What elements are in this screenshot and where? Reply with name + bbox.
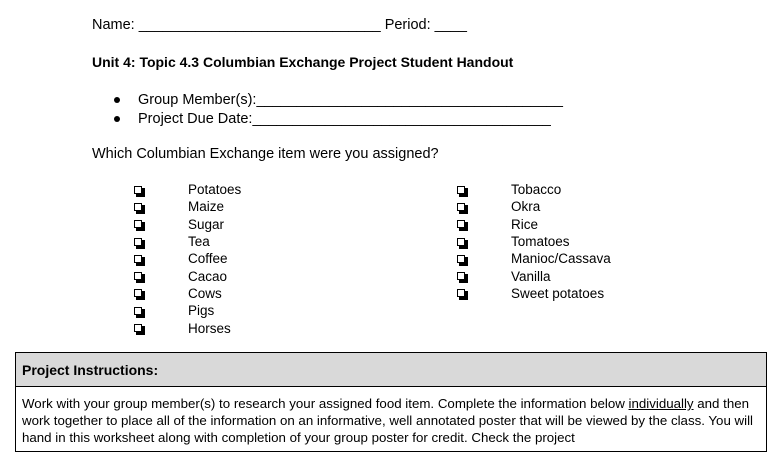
checkbox-icon[interactable] bbox=[134, 255, 142, 263]
list-item[interactable] bbox=[134, 319, 241, 336]
checkbox-icon[interactable] bbox=[457, 272, 465, 280]
checkbox-icon[interactable] bbox=[457, 238, 465, 246]
instructions-emphasis: individually bbox=[628, 396, 694, 411]
item-label: Manioc/Cassava bbox=[511, 251, 611, 267]
instructions-text bbox=[16, 387, 766, 446]
list-item[interactable] bbox=[134, 216, 241, 233]
name-period-line[interactable]: Name: ______________________________ Period: ____ bbox=[92, 17, 467, 33]
item-label: Cows bbox=[188, 285, 222, 301]
page-title: Unit 4: Topic 4.3 Columbian Exchange Project Student Handout bbox=[92, 54, 514, 70]
checkbox-icon[interactable] bbox=[134, 238, 142, 246]
items-list-left bbox=[134, 181, 241, 337]
list-item[interactable] bbox=[134, 285, 241, 302]
list-item[interactable] bbox=[457, 250, 611, 267]
group-members-label: Group Member(s):______________________________________ bbox=[138, 92, 563, 109]
list-item[interactable] bbox=[457, 233, 611, 250]
checkbox-icon[interactable] bbox=[134, 203, 142, 211]
bullet-icon bbox=[114, 97, 120, 103]
items-list-right bbox=[457, 181, 611, 302]
checkbox-icon[interactable] bbox=[134, 324, 142, 332]
group-info-list bbox=[114, 91, 563, 128]
list-item[interactable] bbox=[457, 285, 611, 302]
item-label: Potatoes bbox=[188, 182, 242, 198]
list-item[interactable] bbox=[457, 181, 611, 198]
due-date-field[interactable] bbox=[114, 110, 563, 129]
item-label: Tomatoes bbox=[511, 234, 570, 250]
checkbox-icon[interactable] bbox=[134, 272, 142, 280]
list-item[interactable] bbox=[457, 267, 611, 284]
item-label: Tea bbox=[188, 234, 210, 250]
list-item[interactable] bbox=[134, 267, 241, 284]
list-item[interactable] bbox=[134, 181, 241, 198]
checkbox-icon[interactable] bbox=[134, 307, 142, 315]
checkbox-icon[interactable] bbox=[134, 289, 142, 297]
list-item[interactable] bbox=[457, 198, 611, 215]
list-item[interactable] bbox=[134, 250, 241, 267]
item-label: Tobacco bbox=[511, 182, 562, 198]
list-item[interactable] bbox=[134, 198, 241, 215]
item-label: Rice bbox=[511, 216, 539, 232]
assignment-question: Which Columbian Exchange item were you assigned? bbox=[92, 146, 439, 162]
checkbox-icon[interactable] bbox=[457, 220, 465, 228]
group-members-field[interactable] bbox=[114, 91, 563, 110]
item-label: Sweet potatoes bbox=[511, 285, 605, 301]
project-instructions-box bbox=[15, 352, 767, 452]
list-item[interactable] bbox=[134, 233, 241, 250]
item-label: Horses bbox=[188, 320, 231, 336]
instructions-heading: Project Instructions: bbox=[16, 353, 766, 387]
checkbox-icon[interactable] bbox=[457, 203, 465, 211]
due-date-label: Project Due Date:_____________________________________ bbox=[138, 110, 551, 127]
item-label: Maize bbox=[188, 199, 225, 215]
instructions-text-part1: Work with your group member(s) to research your assigned food item. Complete the information below bbox=[22, 396, 629, 411]
item-label: Vanilla bbox=[511, 268, 551, 284]
item-label: Coffee bbox=[188, 251, 228, 267]
checkbox-icon[interactable] bbox=[457, 255, 465, 263]
item-label: Cacao bbox=[188, 268, 228, 284]
item-label: Pigs bbox=[188, 303, 215, 319]
list-item[interactable] bbox=[134, 302, 241, 319]
checkbox-icon[interactable] bbox=[134, 220, 142, 228]
list-item[interactable] bbox=[457, 216, 611, 233]
checkbox-icon[interactable] bbox=[457, 289, 465, 297]
item-label: Sugar bbox=[188, 216, 225, 232]
checkbox-icon[interactable] bbox=[134, 186, 142, 194]
instructions-text-part2: and then work together to place all of the information on an informative, well annotated poster that will be viewed by the class. You will hand in this worksheet along with completion of your group poster for credit. Check the project bbox=[22, 396, 753, 445]
item-label: Okra bbox=[511, 199, 541, 215]
bullet-icon bbox=[114, 116, 120, 122]
checkbox-icon[interactable] bbox=[457, 186, 465, 194]
